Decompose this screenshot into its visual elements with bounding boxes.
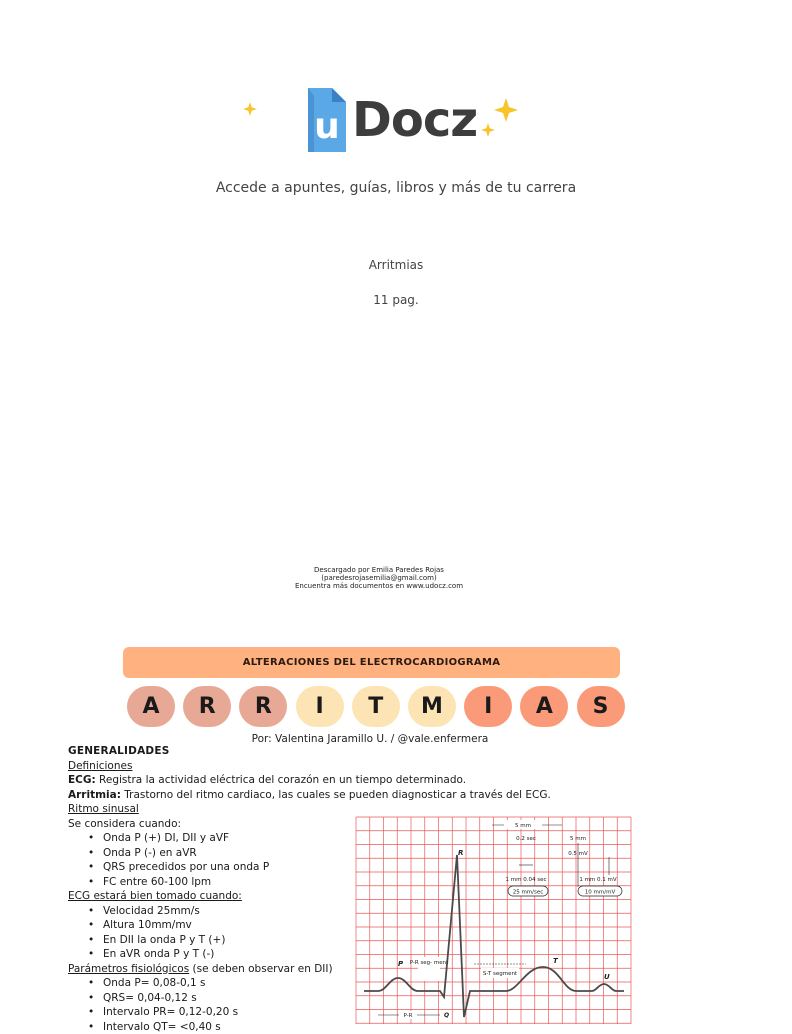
list-item: • Onda P= 0,08-0,1 s: [68, 976, 368, 991]
download-info: [0, 566, 758, 590]
subheading-ecg-bien-tomado: ECG estará bien tomado cuando:: [68, 889, 368, 904]
ecg-grid: [356, 817, 631, 1024]
se-considera-text: Se considera cuando:: [68, 817, 368, 832]
arritmia-term: Arritmia:: [68, 789, 121, 801]
arritmia-text: Trastorno del ritmo cardiaco, las cuales se pueden diagnosticar a través del ECG.: [121, 789, 551, 801]
list-item: • Onda P (-) en aVR: [68, 846, 368, 861]
ecg-label: 25 mm/sec: [513, 890, 544, 896]
letter-circle: I: [296, 686, 344, 727]
section-heading: GENERALIDADES: [68, 744, 368, 759]
author-byline: Por: Valentina Jaramillo U. / @vale.enfermera: [0, 733, 740, 745]
logo-letter: u: [314, 106, 340, 147]
subheading-parametros: Parámetros fisiológicos: [68, 963, 189, 975]
document-body: [68, 744, 368, 1034]
bien-tomado-list: [68, 904, 368, 962]
letter-circle: S: [577, 686, 625, 727]
subheading-ritmo-sinusal: Ritmo sinusal: [68, 802, 368, 817]
letter-circle: A: [520, 686, 568, 727]
arritmias-letter-row: [127, 686, 622, 728]
letter-circle: M: [408, 686, 456, 727]
ecg-label: 5 mm: [570, 836, 586, 842]
ecg-definition: [68, 773, 568, 788]
parametros-note: (se deben observar en DII): [189, 963, 332, 975]
ecg-label: 1 mm 0.04 sec: [506, 877, 547, 883]
udocz-logo[interactable]: [300, 84, 470, 156]
downloader-email: (paredesrojasemilia@gmail.com): [0, 574, 758, 582]
parametros-list: [68, 976, 368, 1034]
list-item: • En DII la onda P y T (+): [68, 933, 368, 948]
letter-circle: A: [127, 686, 175, 727]
ecg-label: R: [458, 849, 463, 857]
letter-circle: R: [183, 686, 231, 727]
ecg-label: 1 mm 0.1 mV: [579, 877, 617, 883]
ecg-term: ECG:: [68, 774, 96, 786]
sinusal-list: [68, 831, 368, 889]
sparkle-icon: [494, 98, 518, 122]
subheading-definiciones: Definiciones: [68, 759, 368, 774]
sparkle-icon: [481, 123, 495, 137]
letter-circle: I: [464, 686, 512, 727]
ecg-label: U: [604, 973, 610, 981]
ecg-label: P: [398, 960, 404, 968]
ecg-label: 10 mm/mV: [585, 890, 616, 896]
ecg-label: 0.5 mV: [568, 851, 588, 857]
ecg-label: S-T segment: [483, 971, 518, 977]
list-item: • Intervalo PR= 0,12-0,20 s: [68, 1005, 368, 1020]
list-item: • FC entre 60-100 lpm: [68, 875, 368, 890]
list-item: • Altura 10mm/mv: [68, 918, 368, 933]
downloaded-by: Descargado por Emilia Paredes Rojas: [0, 566, 758, 574]
ecg-label: T: [553, 957, 559, 965]
ecg-diagram: [356, 817, 631, 1024]
list-item: • Velocidad 25mm/s: [68, 904, 368, 919]
ecg-label: P-R seg- ment: [410, 960, 449, 966]
arritmia-definition: [68, 788, 568, 803]
ecg-label: P-R: [403, 1013, 412, 1019]
list-item: • QRS= 0,04-0,12 s: [68, 991, 368, 1006]
ecg-label: Q: [444, 1012, 449, 1019]
letter-circle: R: [239, 686, 287, 727]
list-item: • Intervalo QT= <0,40 s: [68, 1020, 368, 1034]
ecg-text: Registra la actividad eléctrica del corazón en un tiempo determinado.: [96, 774, 466, 786]
list-item: • En aVR onda P y T (-): [68, 947, 368, 962]
ecg-label: 5 mm: [515, 823, 531, 829]
more-documents-link[interactable]: Encuentra más documentos en www.udocz.com: [0, 582, 758, 590]
document-icon: [304, 88, 346, 152]
letter-circle: T: [352, 686, 400, 727]
ecg-label: 0.2 sec: [516, 836, 536, 842]
page-count: 11 pag.: [0, 293, 792, 307]
document-title: Arritmias: [0, 258, 792, 272]
section-banner: ALTERACIONES DEL ELECTROCARDIOGRAMA: [123, 647, 620, 678]
tagline: Accede a apuntes, guías, libros y más de tu carrera: [0, 180, 792, 196]
parametros-line: [68, 962, 368, 977]
logo-text: Docz: [352, 90, 477, 150]
list-item: • QRS precedidos por una onda P: [68, 860, 368, 875]
list-item: • Onda P (+) DI, DII y aVF: [68, 831, 368, 846]
sparkle-icon: [243, 102, 257, 116]
